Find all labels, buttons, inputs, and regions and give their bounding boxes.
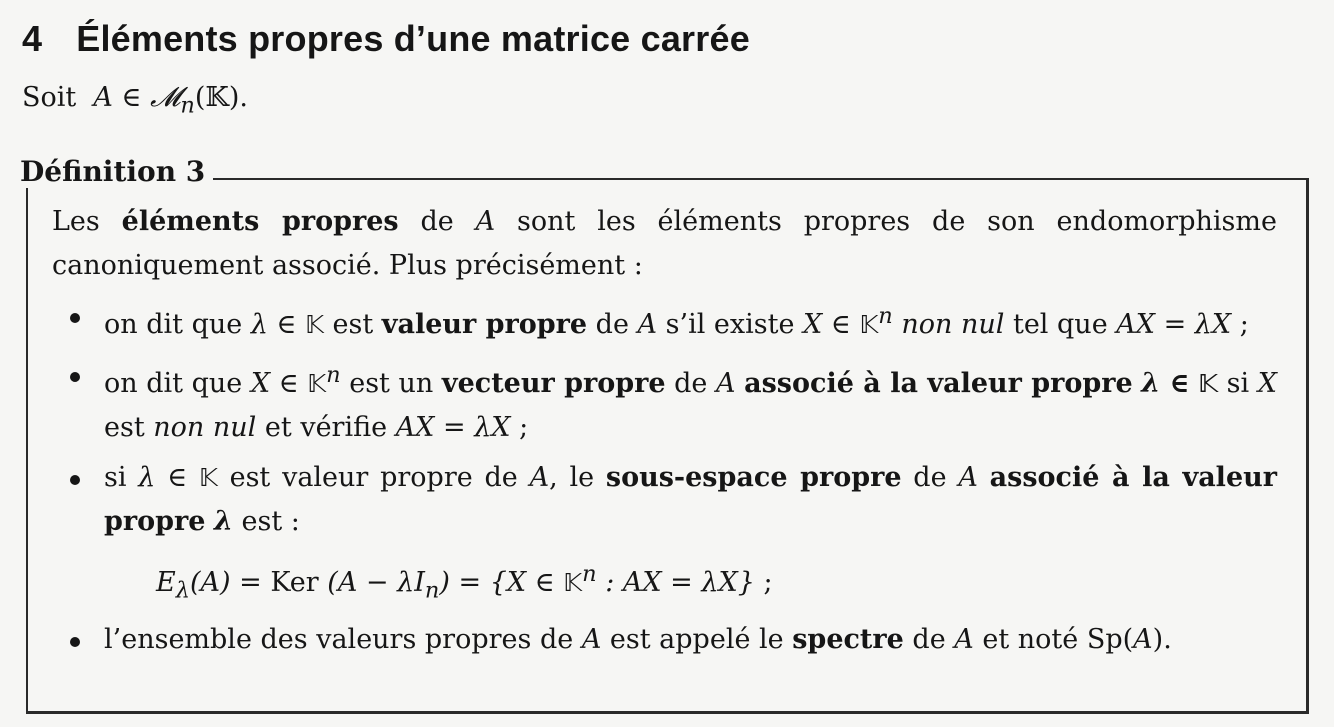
text: l’ensemble des valeurs propres de <box>104 624 574 656</box>
text: si <box>104 462 127 493</box>
math: E <box>156 567 176 598</box>
text: s’il existe <box>665 309 795 340</box>
math: ) = {X ∈ <box>439 567 555 598</box>
subscript: n <box>424 577 440 604</box>
text: Sp( <box>1086 624 1134 656</box>
math: λ <box>214 506 233 537</box>
math: X ∈ <box>803 309 851 340</box>
intro-tail: (𝕂). <box>194 82 248 113</box>
field-symbol: 𝕂 <box>305 310 324 339</box>
superscript: n <box>326 362 341 388</box>
math: X <box>1257 368 1277 399</box>
math: A <box>954 624 974 656</box>
list-item <box>52 353 1277 450</box>
bold-term: sous-espace propre <box>605 462 902 493</box>
text: est <box>332 309 374 340</box>
text: de <box>912 624 946 656</box>
math: (A) = <box>189 567 262 598</box>
text: est appelé le <box>609 624 784 656</box>
math: AX = λX <box>395 412 511 443</box>
operator: Ker <box>270 567 319 598</box>
superscript: n <box>878 303 893 329</box>
text: de <box>595 309 629 340</box>
bold-term: associé à la valeur propre <box>744 368 1133 399</box>
math: λ ∈ <box>138 462 188 493</box>
field-symbol: 𝕂 <box>859 310 879 339</box>
definition-body <box>52 200 1277 662</box>
bold-term: spectre <box>792 624 904 656</box>
text: de <box>674 368 708 399</box>
list-item <box>52 294 1277 347</box>
definition-list <box>52 294 1277 662</box>
field-symbol: 𝕂 <box>563 568 583 597</box>
bold-term: vecteur propre <box>441 368 666 399</box>
text: ). <box>1152 624 1172 656</box>
text: sont les éléments propres de son endomorphisme canoniquement associé. Plus précisément : <box>52 206 1277 281</box>
text: on dit que <box>104 368 243 399</box>
subscript: λ <box>175 577 190 604</box>
list-item <box>52 456 1277 612</box>
math: A <box>581 624 602 656</box>
eigenspace-formula <box>104 552 1277 612</box>
field-symbol: 𝕂 <box>1198 369 1219 398</box>
math: A <box>958 462 978 493</box>
list-item <box>52 618 1277 662</box>
text: ; <box>519 412 529 443</box>
text: tel que <box>1012 309 1108 340</box>
field-symbol: 𝕂 <box>307 369 327 398</box>
definition-label: Définition 3 <box>20 155 213 188</box>
field-symbol: 𝕂 <box>198 463 218 492</box>
bold-term: éléments propres <box>121 206 399 237</box>
text: est : <box>241 506 300 537</box>
bold-term: associé à la valeur propre <box>104 462 1277 537</box>
math: λ ∈ <box>1141 368 1190 399</box>
bullet-icon <box>70 372 80 382</box>
section-heading <box>22 18 750 60</box>
section-title: Éléments propres d’une matrice carrée <box>76 18 750 59</box>
text: et vérifie <box>264 412 388 443</box>
intro-sub: n <box>180 92 195 119</box>
math: : AX = λX} <box>596 567 755 598</box>
text: on dit que <box>104 309 243 340</box>
text: est valeur propre de <box>229 462 518 493</box>
math: AX = λX <box>1116 309 1232 340</box>
math: A <box>529 462 550 493</box>
text: est un <box>349 368 434 399</box>
text: , le <box>549 462 595 493</box>
bullet-icon <box>70 475 80 485</box>
text: de <box>420 206 454 237</box>
intro-math: A ∈ 𝓜 <box>93 82 181 113</box>
math: A <box>637 309 658 340</box>
math: λ ∈ <box>250 309 297 340</box>
math: X ∈ <box>250 368 299 399</box>
intro-line <box>22 82 248 118</box>
math: A <box>475 206 496 237</box>
emphasis: non nul <box>153 412 257 443</box>
bold-term: valeur propre <box>381 309 588 340</box>
definition-paragraph <box>52 200 1277 288</box>
superscript: n <box>582 561 597 587</box>
emphasis: non nul <box>901 309 1005 340</box>
text: est <box>104 412 145 443</box>
text: si <box>1226 368 1250 399</box>
text: Les <box>52 206 100 237</box>
text: ; <box>1239 309 1249 340</box>
bullet-icon <box>70 637 80 647</box>
intro-prefix: Soit <box>22 82 77 113</box>
math: A <box>1133 624 1153 656</box>
math: A <box>716 368 736 399</box>
math: (A − λI <box>327 567 425 598</box>
bullet-icon <box>70 313 80 323</box>
text: ; <box>754 567 773 598</box>
text: et noté <box>982 624 1079 656</box>
section-number: 4 <box>22 18 43 59</box>
text: de <box>913 462 947 493</box>
